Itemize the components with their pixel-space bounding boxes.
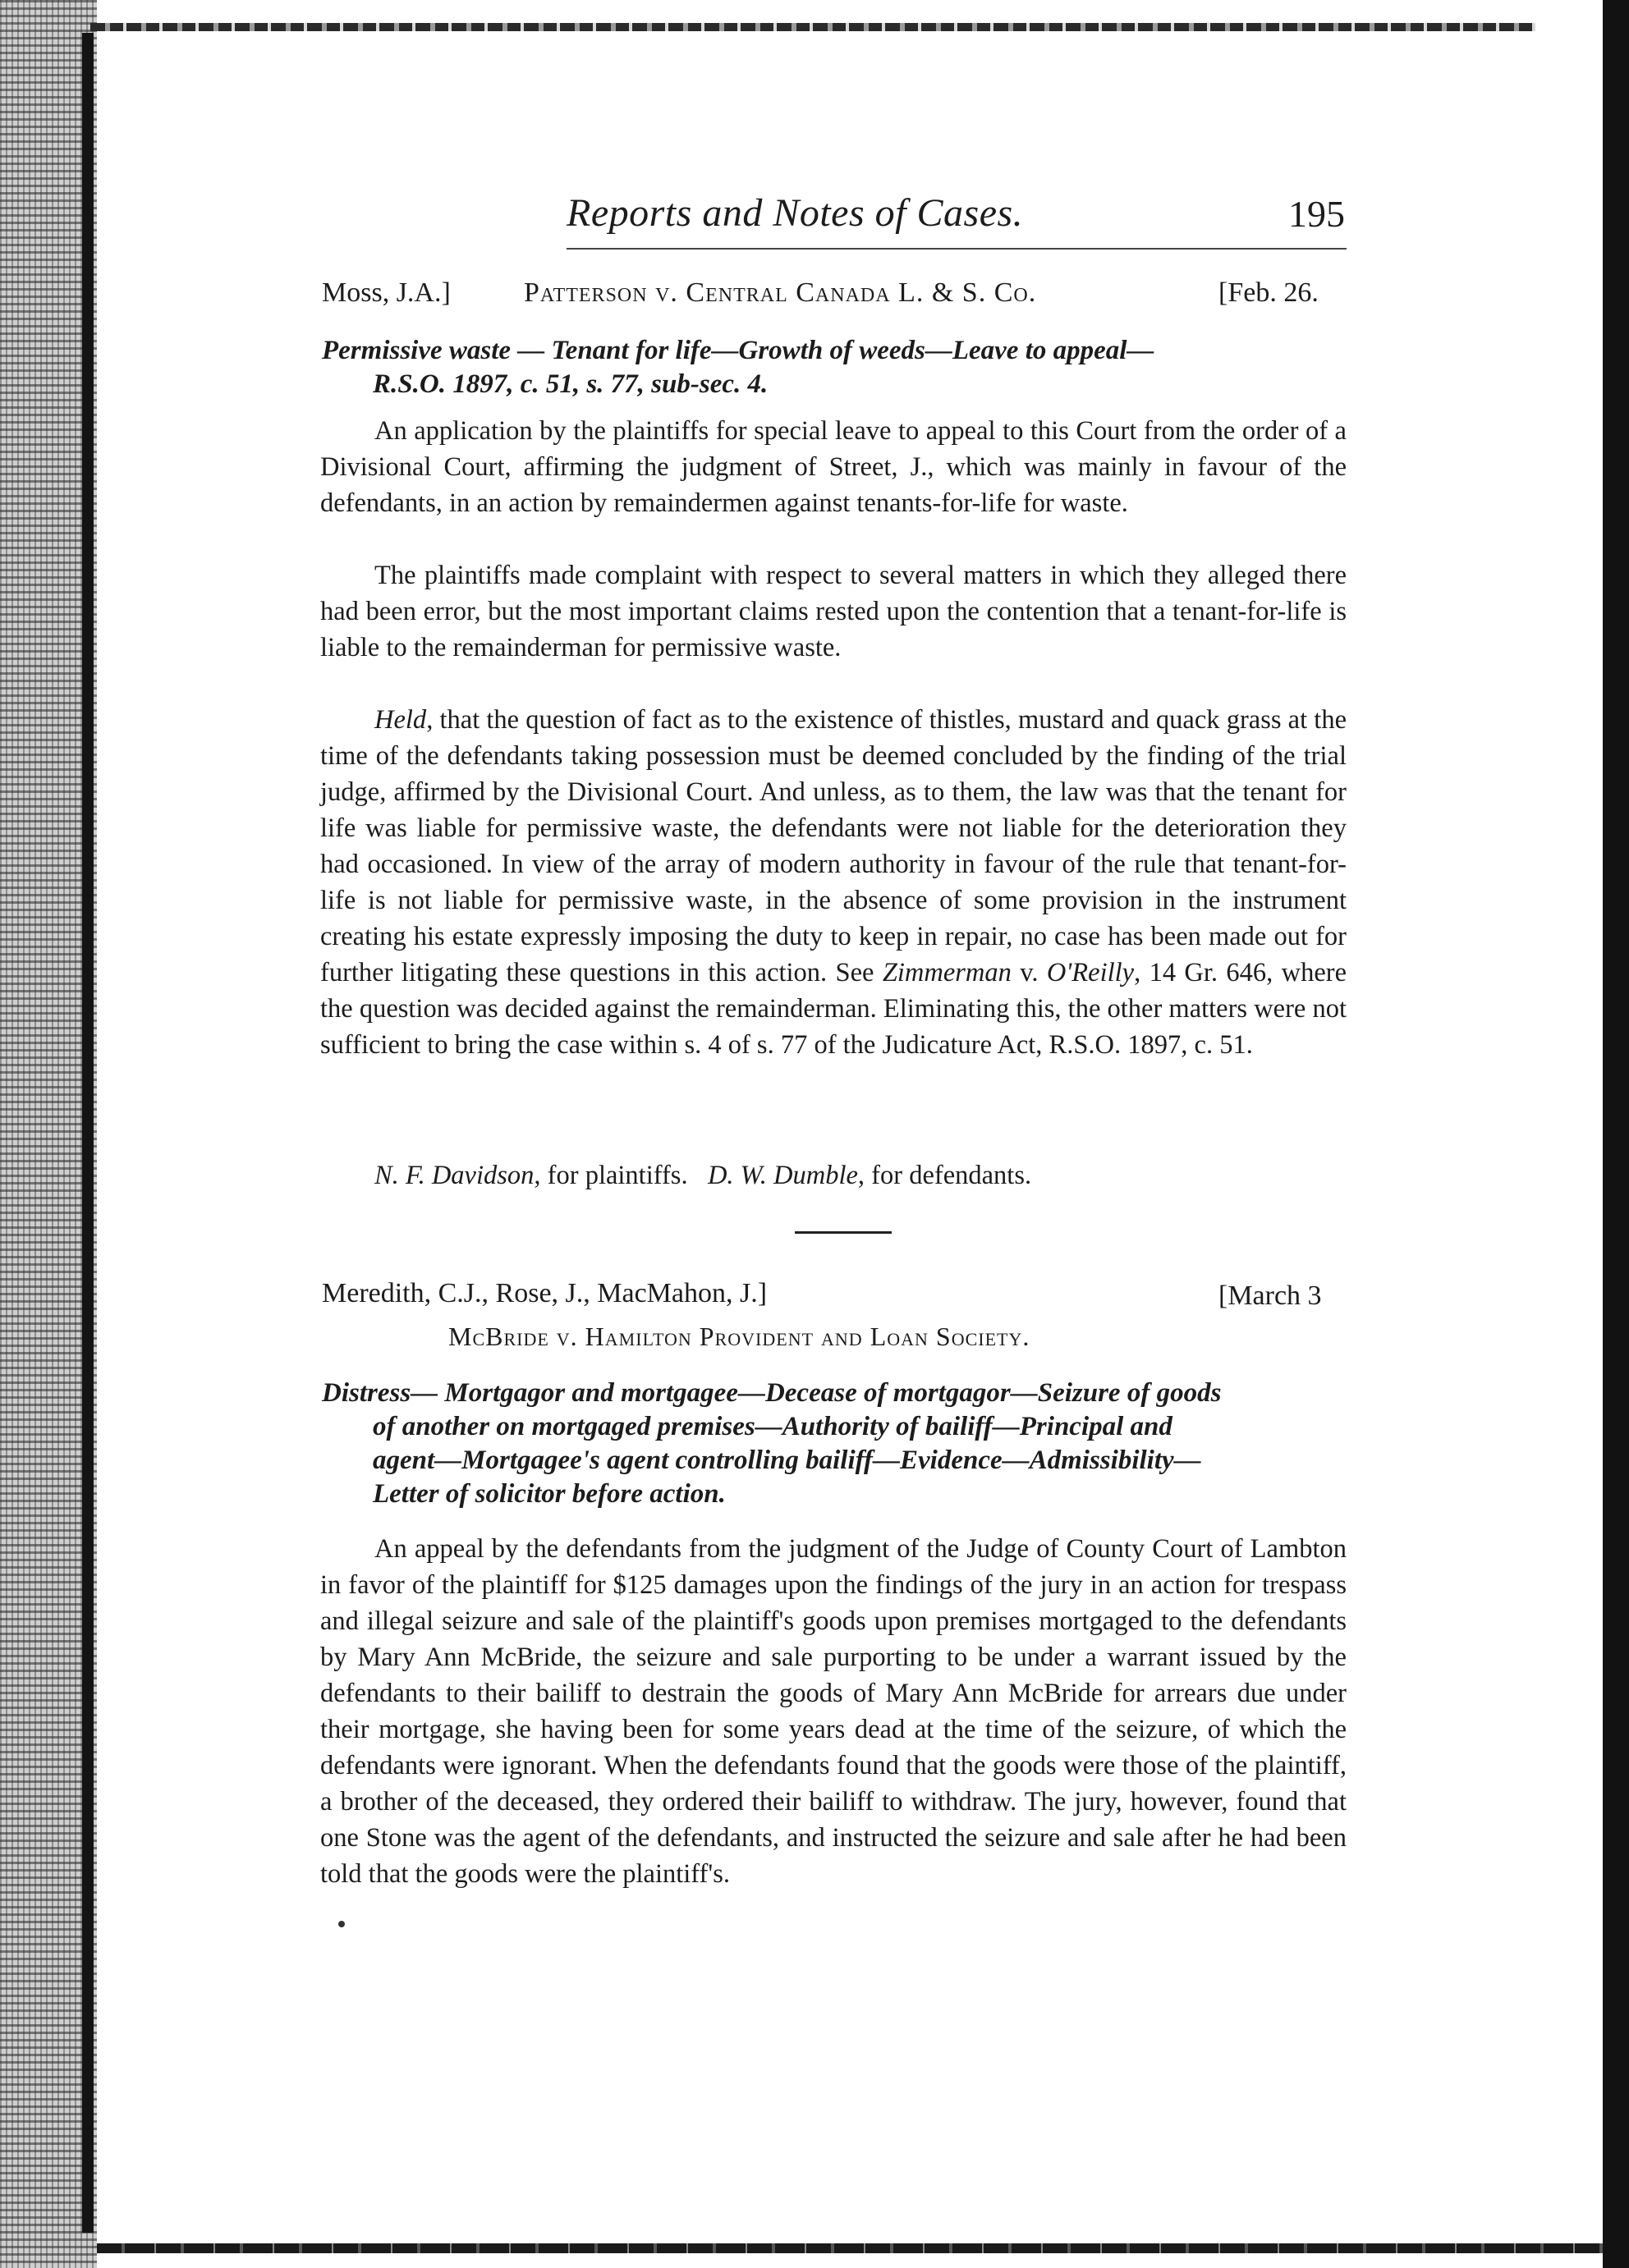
case2-judges: Meredith, C.J., Rose, J., MacMahon, J.] [322,1278,768,1308]
case-separator-rule [795,1231,892,1234]
counsel-defendants-text: , for defendants. [857,1161,1032,1190]
held-label: Held [374,705,427,735]
case2-catchwords-line1: Distress— Mortgagor and mortgagee—Decease of mortgagor—Seizure of goods [322,1378,1222,1408]
counsel-defendants-name: D. W. Dumble [707,1161,858,1190]
cited-case-zimmerman: Zimmerman [882,958,1012,987]
case1-paragraph-1: An application by the plaintiffs for special leave to appeal to this Court from the order of a Divisional Court, affirming the judgment of Street, J., which was mainly in favour of the defendants, in an action by remaindermen against tenants-for-life for waste. [320,416,1347,518]
held-text-part1: , that the question of fact as to the existence of thistles, mustard and quack grass at the time of the defendants taking possession must be deemed concluded by the finding of the trial judge, affirmed by the Divisional Court. And unless, as to them, the law was that the tenant for life was liable for permissive waste, the defendants were not liable for the deterioration they had occasioned. In view of the array of modern authority in favour of the rule that tenant-for-life is not liable for permissive waste, in the absence of some provision in the instrument creating his estate expressly imposing the duty to keep in repair, no case has been made out for further litigating these questions in this action. See [320,705,1347,987]
scan-binding-shadow [82,33,94,2233]
scan-right-edge [1603,0,1629,2268]
case1-catchwords-line1: Permissive waste — Tenant for life—Growth of weeds—Leave to appeal— [322,336,1154,365]
scan-speck [338,1921,345,1927]
scan-bottom-edge [97,2243,1603,2253]
case2-catchwords-line3: agent—Mortgagee's agent controlling bailiff—Evidence—Admissibility— [373,1446,1201,1475]
case1-title: Patterson v. Central Canada L. & S. Co. [524,277,1037,308]
cited-case-v: v. [1011,958,1047,987]
counsel-plaintiffs-text: , for plaintiffs. [534,1161,688,1190]
case2-catchwords-line2: of another on mortgaged premises—Authority of bailiff—Principal and [373,1412,1172,1441]
cited-case-oreilly: O'Reilly [1046,958,1135,987]
case2-catchwords-line4: Letter of solicitor before action. [373,1479,726,1509]
case2-date: [March 3 [1218,1281,1322,1311]
counsel-plaintiffs-name: N. F. Davidson [374,1161,535,1190]
page-number: 195 [1288,193,1345,235]
case2-title: McBride v. Hamilton Provident and Loan Society. [448,1322,1030,1351]
case1-judge: Moss, J.A.] [322,277,451,308]
header-rule [567,248,1347,250]
case1-date: [Feb. 26. [1218,277,1319,308]
page-header [567,190,1347,243]
case1-paragraph-2: The plaintiffs made complaint with respect to several matters in which they alleged there had been error, but the most important claims rested upon the contention that a tenant-for-life is liable to the remainderman for permissive waste. [320,561,1347,662]
case2-paragraph: An appeal by the defendants from the judgment of the Judge of County Court of Lambton in favor of the plaintiff for $125 damages upon the findings of the jury in an action for trespass and illegal seizure and sale of the plaintiff's goods upon premises mortgaged to the defendants by Mary Ann McBride, the seizure and sale purporting to be under a warrant issued by the defendants to their bailiff to destrain the goods of Mary Ann McBride for arrears due under their mortgage, she having been for some years dead at the time of the seizure, of which the defendants were ignorant. When the defendants found that the goods were those of the plaintiff, a brother of the deceased, they ordered their bailiff to withdraw. The jury, however, found that one Stone was the agent of the defendants, and instructed the seizure and sale after he had been told that the goods were the plaintiff's. [320,1534,1347,1889]
case1-counsel [374,1161,1031,1191]
running-head: Reports and Notes of Cases. [567,191,1024,235]
held-text-part2: , 14 Gr. 646, where the question was decided against the remainderman. Eliminating this, the other matters were not sufficient to bring the case within s. 4 of s. 77 of the Judicature Act, R.S.O. 1897, c. 51. [320,958,1347,1060]
case1-catchwords-line2: R.S.O. 1897, c. 51, s. 77, sub-sec. 4. [373,369,769,399]
scan-top-edge [90,23,1535,31]
case1-held-paragraph [320,702,1347,1063]
